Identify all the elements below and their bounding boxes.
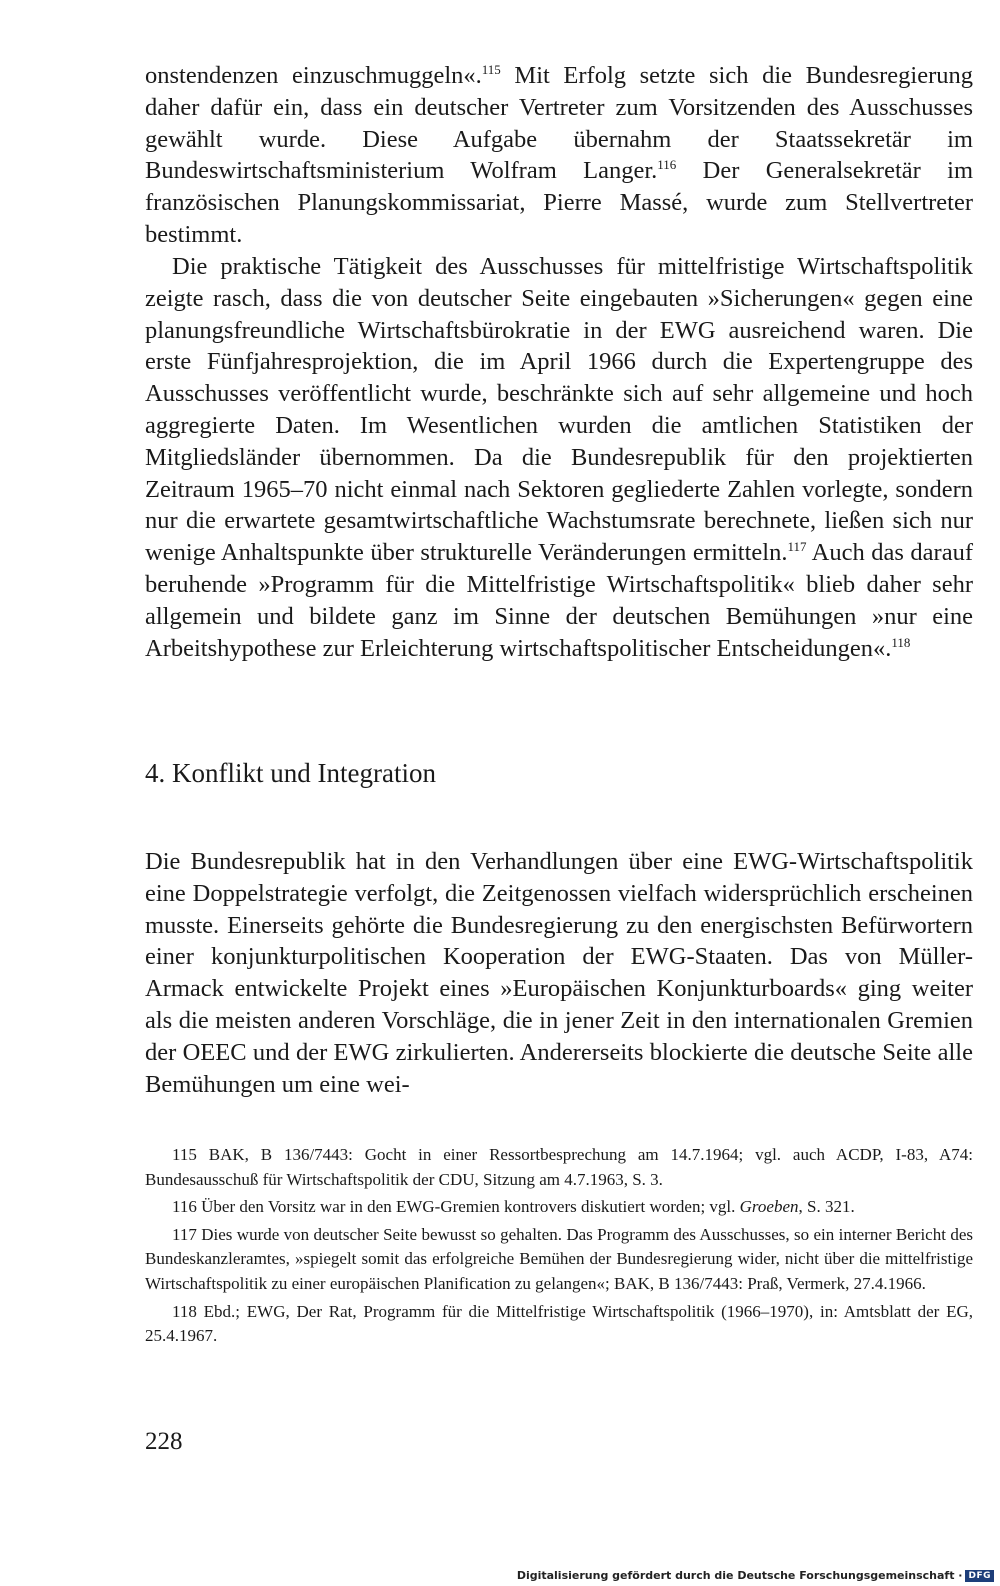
para2-text-b: Auch das darauf beruhende »Programm für die Mittelfristige Wirtschaftspolitik« blieb daher sehr allgemein und bildete ganz im Sinne der deutschen Bemühungen »nur eine Arbeitshypothese zur Erleichterung wirtschaftspolitischer Entscheidungen«. (145, 539, 973, 662)
footnote-ref-118[interactable]: 118 (891, 634, 911, 650)
footnote-ref-115[interactable]: 115 (481, 62, 501, 77)
body-paragraph-3 (145, 846, 973, 1100)
footnote-116-italic: Groeben (739, 1197, 799, 1217)
footnote-115: 115 BAK, B 136/7443: Gocht in einer Ressortbesprechung am 14.7.1964; vgl. auch ACDP, I-83, A74: Bundesausschuß für Wirtschaftspolitik der CDU, Sitzung am 4.7.1963, S. 3. (145, 1145, 973, 1189)
footer-text: Digitalisierung gefördert durch die Deutsche Forschungsgemeinschaft · (516, 1569, 963, 1582)
footnote-116 (145, 1195, 973, 1220)
section-heading: 4. Konflikt und Integration (145, 758, 436, 788)
para1-text-a: onstendenzen einzuschmuggeln«. (145, 62, 482, 89)
footnote-118: 118 Ebd.; EWG, Der Rat, Programm für die Mittelfristige Wirtschaftspolitik (1966–1970), in: Amtsblatt der EG, 25.4.1967. (145, 1301, 973, 1346)
footnote-116-text: 116 Über den Vorsitz war in den EWG-Gremien kontrovers diskutiert worden; vgl. (172, 1197, 740, 1217)
para2-text-a: Die praktische Tätigkeit des Ausschusses für mittelfristige Wirtschaftspolitik zeigte rasch, dass die von deutscher Seite eingebauten »Sicherungen« gegen eine planungsfreundliche Wirtschaftsbürokratie in der EWG ausreichend waren. Die erste Fünfjahresprojektion, die im April 1966 durch die Expertengruppe des Ausschusses veröffentlicht wurde, beschränkte sich auf sehr allgemeine und hoch aggregierte Daten. Im Wesentlichen wurden die amtlichen Statistiken der Mitgliedsländer übernommen. Da die Bundesrepublik für den projektierten Zeitraum 1965–70 nicht einmal nach Sektoren gegliederte Zahlen vorlegte, sondern nur die erwartete gesamtwirtschaftliche Wachstumsrate berechnete, ließen sich nur wenige Anhaltspunkte über strukturelle Veränderungen ermitteln. (145, 253, 973, 567)
footnotes (145, 1143, 973, 1352)
footnote-116-after: , S. 321. (798, 1197, 855, 1217)
para1-text-b: Mit Erfolg setzte sich die Bundesregierung daher dafür ein, dass ein deutscher Vertreter zum Vorsitzenden des Ausschusses gewählt wurde. Diese Aufgabe übernahm der Staatssekretär im Bundeswirtschaftsministerium Wolfram Langer. (145, 62, 973, 185)
page-number: 228 (145, 1428, 183, 1455)
para3-text: Die Bundesrepublik hat in den Verhandlungen über eine EWG-Wirtschaftspolitik eine Doppelstrategie verfolgt, die Zeitgenossen vielfach widersprüchlich erscheinen musste. Einerseits gehörte die Bundesregierung zu den energischsten Befürwortern einer konjunkturpolitischen Kooperation der EWG-Staaten. Das von Müller-Armack entwickelte Projekt eines »Europäischen Konjunkturboards« ging weiter als die meisten anderen Vorschläge, die in jener Zeit in den internationalen Gremien der OEEC und der EWG zirkulierten. Andererseits blockierte die deutsche Seite alle Bemühungen um eine wei- (145, 848, 973, 1098)
para1-text-c: Der Generalsekretär im französischen Planungskommissariat, Pierre Massé, wurde zum Stellvertreter bestimmt. (145, 157, 973, 248)
digitization-footer (517, 1569, 994, 1582)
footnote-117: 117 Dies wurde von deutscher Seite bewusst so gehalten. Das Programm des Ausschusses, so ein interner Bericht des Bundeskanzleramtes, »spiegelt somit das erfolgreiche Bemühen der Bundesregierung wider, nicht über die mittelfristige Wirtschaftspolitik zu einer europäischen Planification zu gelangen«; BAK, B 136/7443: Praß, Vermerk, 27.4.1966. (145, 1224, 973, 1293)
dfg-logo-icon: DFG (965, 1570, 994, 1582)
footnote-ref-116[interactable]: 116 (657, 157, 677, 173)
body-paragraph-2 (145, 251, 973, 664)
footnote-ref-117[interactable]: 117 (787, 539, 807, 555)
body-paragraph-1 (145, 60, 973, 251)
